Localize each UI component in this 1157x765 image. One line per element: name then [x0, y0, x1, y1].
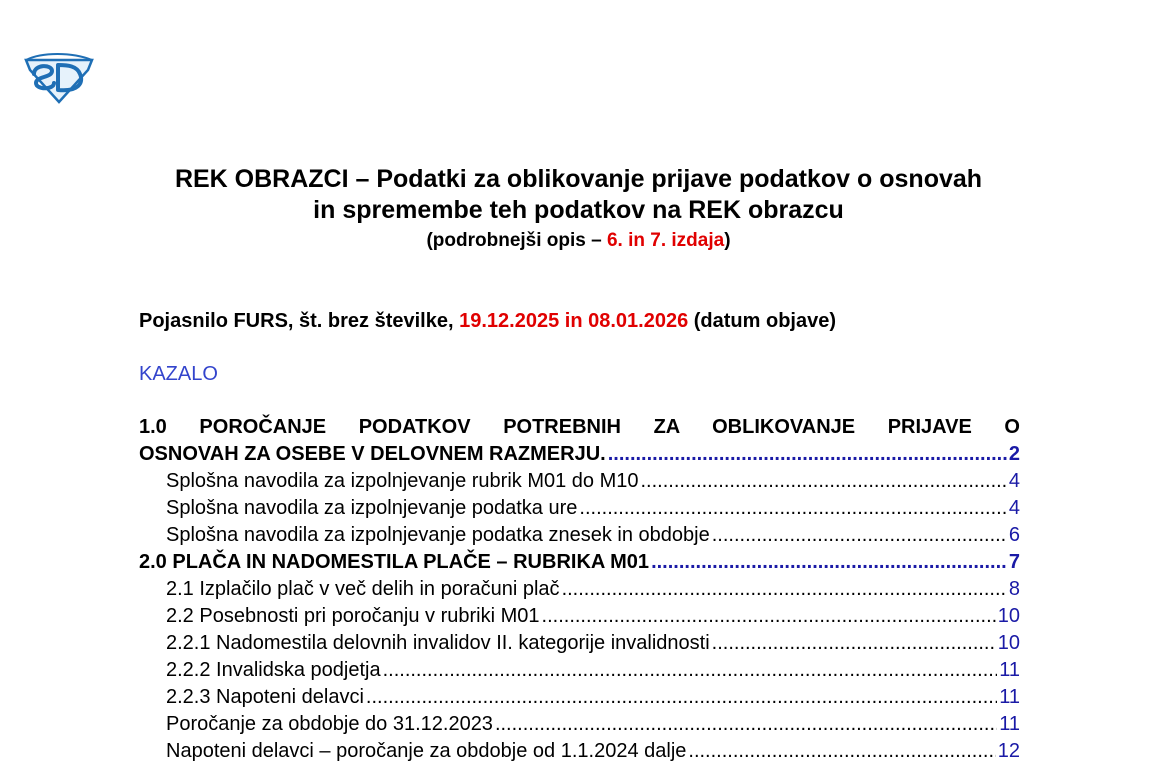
- toc-page-number: 10: [997, 605, 1020, 627]
- title-line-1: REK OBRAZCI – Podatki za oblikovanje prijave podatkov o osnovah: [174, 165, 983, 193]
- toc-item[interactable]: [139, 495, 1020, 522]
- leader-dots: [383, 657, 998, 684]
- toc-item[interactable]: [139, 522, 1020, 549]
- toc-page-number: 2: [1008, 443, 1020, 465]
- leader-dots: [712, 630, 996, 657]
- toc-item[interactable]: [139, 603, 1020, 630]
- leader-dots: [562, 576, 1007, 603]
- note-prefix: Pojasnilo FURS, št. brez številke,: [139, 310, 460, 332]
- document-title: [100, 164, 1057, 226]
- toc-item[interactable]: [139, 657, 1020, 684]
- toc-item-label: 2.2.1 Nadomestila delovnih invalidov II. kategorije invalidnosti: [166, 632, 710, 654]
- toc-item[interactable]: [139, 576, 1020, 603]
- leader-dots: [688, 738, 995, 765]
- toc-item-label: 2.0 PLAČA IN NADOMESTILA PLAČE – RUBRIKA M01: [139, 551, 650, 573]
- toc-item-label: 2.2 Posebnosti pri poročanju v rubriki M01: [166, 605, 540, 627]
- leader-dots: [712, 522, 1007, 549]
- toc-section-2[interactable]: [139, 549, 1020, 576]
- toc-page-number: 4: [1008, 497, 1020, 519]
- leader-dots: [608, 441, 1007, 468]
- toc-item[interactable]: [139, 738, 1020, 765]
- toc-page-number: 6: [1008, 524, 1020, 546]
- toc-page-number: 10: [997, 632, 1020, 654]
- toc-item-label: Splošna navodila za izpolnjevanje rubrik M01 do M10: [166, 470, 639, 492]
- note-suffix: (datum objave): [688, 310, 836, 332]
- toc-item[interactable]: [139, 630, 1020, 657]
- subtitle-suffix: ): [724, 230, 731, 251]
- leader-dots: [579, 495, 1006, 522]
- toc-item-label: Splošna navodila za izpolnjevanje podatka ure: [166, 497, 578, 519]
- toc-page-number: 11: [999, 686, 1020, 708]
- company-logo: [22, 50, 96, 104]
- toc-section-1[interactable]: [139, 414, 1020, 468]
- toc-page-number: 11: [999, 713, 1020, 735]
- leader-dots: [542, 603, 996, 630]
- toc-item-label: 2.2.3 Napoteni delavci: [166, 686, 364, 708]
- toc-page-number: 4: [1008, 470, 1020, 492]
- subtitle-prefix: (podrobnejši opis –: [426, 230, 607, 251]
- publication-dates: 19.12.2025 in 08.01.2026: [459, 310, 689, 332]
- toc-page-number: 11: [999, 659, 1020, 681]
- toc-page-number: 7: [1008, 551, 1020, 573]
- document-subtitle: [100, 230, 1057, 252]
- toc-item-label: Splošna navodila za izpolnjevanje podatka znesek in obdobje: [166, 524, 710, 546]
- toc-item[interactable]: [139, 684, 1020, 711]
- toc-page-number: 12: [997, 740, 1020, 762]
- toc-page-number: 8: [1008, 578, 1020, 600]
- leader-dots: [651, 549, 1007, 576]
- edition-label: 6. in 7. izdaja: [606, 230, 725, 251]
- title-line-2: in spremembe teh podatkov na REK obrazcu: [313, 196, 844, 224]
- furs-note: [139, 310, 836, 333]
- toc-item-label: Napoteni delavci – poročanje za obdobje od 1.1.2024 dalje: [166, 740, 687, 762]
- toc-section-1-line-1: 1.0 POROČANJE PODATKOV POTREBNIH ZA OBLIKOVANJE PRIJAVE O: [139, 416, 1020, 438]
- table-of-contents: [139, 414, 1020, 765]
- leader-dots: [495, 711, 997, 738]
- toc-item-label: 2.1 Izplačilo plač v več delih in poračuni plač: [166, 578, 560, 600]
- leader-dots: [641, 468, 1007, 495]
- toc-item[interactable]: [139, 711, 1020, 738]
- leader-dots: [366, 684, 997, 711]
- toc-item-label: 2.2.2 Invalidska podjetja: [166, 659, 381, 681]
- toc-item[interactable]: [139, 468, 1020, 495]
- toc-heading: KAZALO: [139, 363, 218, 385]
- toc-section-1-line-2: [139, 441, 1020, 468]
- toc-item-label: Poročanje za obdobje do 31.12.2023: [166, 713, 493, 735]
- toc-section-1-label: OSNOVAH ZA OSEBE V DELOVNEM RAZMERJU.: [139, 443, 606, 465]
